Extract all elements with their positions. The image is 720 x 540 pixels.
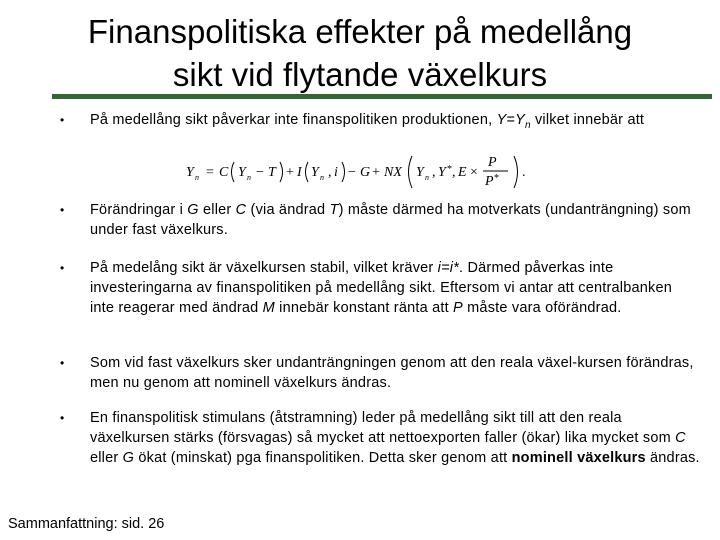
bullet-marker: • bbox=[60, 113, 65, 127]
formula-y3: Y bbox=[416, 165, 424, 180]
paren-left-3 bbox=[409, 156, 413, 188]
formula-minus-2: − bbox=[348, 165, 356, 180]
bullet-text-4: Som vid fast växelkurs sker undanträngningen genom att den reala växel-kursen förändras, men nu genom att nominell växelkurs ändras. bbox=[90, 355, 694, 391]
formula-y1: Y bbox=[238, 165, 246, 180]
paren-right-3 bbox=[514, 156, 518, 188]
svg-text:,: , bbox=[432, 165, 436, 180]
formula-pstar: P bbox=[485, 174, 494, 189]
formula-eq: = bbox=[206, 165, 214, 180]
title-line-2: sikt vid flytande växelkurs bbox=[172, 56, 548, 93]
paren-right-1 bbox=[280, 162, 283, 182]
bullet-text-2: Förändringar i G eller C (via ändrad T) måste därmed ha motverkats (undanträngning) som under fast växelkurs. bbox=[90, 202, 691, 238]
paren-right-2 bbox=[342, 162, 345, 182]
formula-i-cap: I bbox=[297, 165, 302, 180]
bullet-marker: • bbox=[60, 261, 65, 275]
equilibrium-formula bbox=[186, 150, 546, 190]
title-divider bbox=[52, 94, 712, 99]
formula-p: P bbox=[488, 155, 497, 170]
bullet-marker: • bbox=[60, 356, 65, 370]
formula-ystar-mark: * bbox=[447, 164, 452, 175]
bullet-text-3: På medelång sikt är växelkursen stabil, vilket kräver i=i*. Därmed påverkas inte investeringarna av finanspolitiken på medellång sikt. Eftersom vi antar att centralbanken inte reagerar med ändrad M innebär konstant ränta att P måste vara oförändrad. bbox=[90, 260, 672, 316]
formula-pstar-mark: * bbox=[494, 173, 499, 184]
formula-sub2: n bbox=[320, 173, 324, 182]
bullet-marker: • bbox=[60, 411, 65, 425]
formula-dot: . bbox=[522, 165, 526, 180]
svg-text:,: , bbox=[328, 165, 332, 180]
page-title bbox=[20, 10, 700, 96]
formula-times: × bbox=[470, 165, 478, 180]
title-line-1: Finanspolitiska effekter på medellång bbox=[87, 13, 633, 50]
formula-lhs-y: Y bbox=[186, 165, 194, 180]
formula-y2: Y bbox=[311, 165, 319, 180]
formula-lhs-sub: n bbox=[195, 173, 199, 182]
formula-c: C bbox=[219, 165, 229, 180]
formula-t: T bbox=[268, 165, 276, 180]
formula-sub1: n bbox=[247, 173, 251, 182]
bullet-marker: • bbox=[60, 203, 65, 217]
svg-text:,: , bbox=[452, 165, 456, 180]
formula-sub3: n bbox=[425, 173, 429, 182]
bullet-text-1: På medellång sikt påverkar inte finanspolitiken produktionen, $Y=Y_n$ vilket innebär att bbox=[90, 112, 645, 131]
formula-nx: NX bbox=[384, 165, 402, 180]
formula-g: G bbox=[360, 165, 371, 180]
formula-i: i bbox=[334, 165, 338, 180]
paren-left-2 bbox=[306, 162, 309, 182]
formula-minus-1: − bbox=[256, 165, 264, 180]
formula-plus-1: + bbox=[286, 165, 294, 180]
bullet-text-5: En finanspolitisk stimulans (åtstramning) leder på medellång sikt till att den reala växelkursen stärks (försvagas) så mycket att nettoexporten faller (ökar) lika mycket som C eller G ökat (minskat) pga finanspolitiken. Detta sker genom att nominell växelkurs ändras. bbox=[90, 410, 700, 466]
formula-e: E bbox=[458, 165, 467, 180]
formula-ystar: Y bbox=[438, 165, 446, 180]
formula-plus-2: + bbox=[372, 165, 380, 180]
paren-left-1 bbox=[232, 162, 235, 182]
footer-note: Sammanfattning: sid. 26 bbox=[8, 516, 165, 532]
